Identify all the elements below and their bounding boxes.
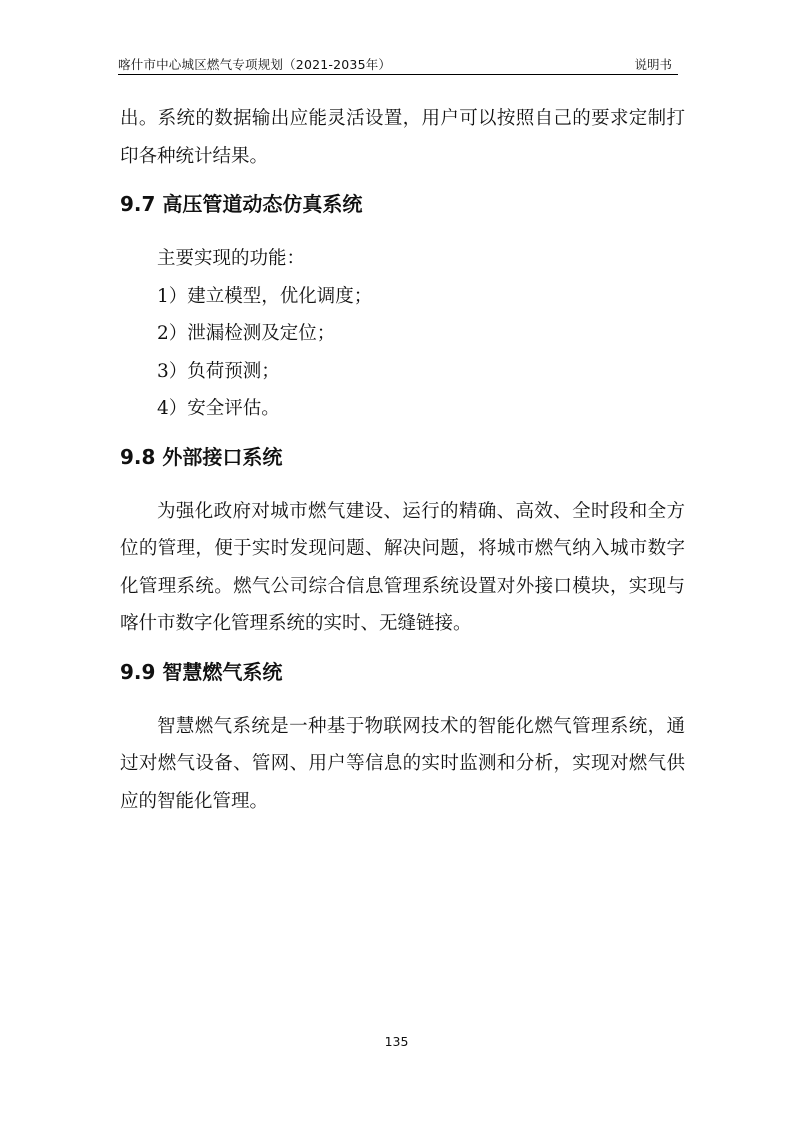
section-body-paragraph: 智慧燃气系统是一种基于物联网技术的智能化燃气管理系统，通过对燃气设备、管网、用户等信息的实时监测和分析，实现对燃气供应的智能化管理。 <box>120 715 685 812</box>
section-intro: 主要实现的功能： <box>157 248 306 269</box>
page-content <box>120 100 685 820</box>
header-title: 喀什市中心城区燃气专项规划（2021-2035年） <box>118 57 392 72</box>
section-heading-9-8: 9.8 外部接口系统 <box>120 444 283 469</box>
section-heading-9-7: 9.7 高压管道动态仿真系统 <box>120 192 363 216</box>
list-item: 1）建立模型，优化调度； <box>157 285 373 307</box>
section-heading-9-9: 9.9 智慧燃气系统 <box>120 659 283 684</box>
page-header <box>118 52 678 75</box>
list-item: 3）负荷预测； <box>157 360 280 382</box>
list-item: 4）安全评估。 <box>157 398 280 419</box>
page-number: 135 <box>384 1034 409 1049</box>
continuation-paragraph: 出。系统的数据输出应能灵活设置，用户可以按照自己的要求定制打印各种统计结果。 <box>120 108 685 167</box>
list-item: 2）泄漏检测及定位； <box>157 323 336 344</box>
section-body-paragraph: 为强化政府对城市燃气建设、运行的精确、高效、全时段和全方位的管理，便于实时发现问题、解决问题，将城市燃气纳入城市数字化管理系统。燃气公司综合信息管理系统设置对外接口模块，实现与喀什市数字化管理系统的实时、无缝链接。 <box>120 500 685 634</box>
header-document-type: 说明书 <box>634 57 672 72</box>
